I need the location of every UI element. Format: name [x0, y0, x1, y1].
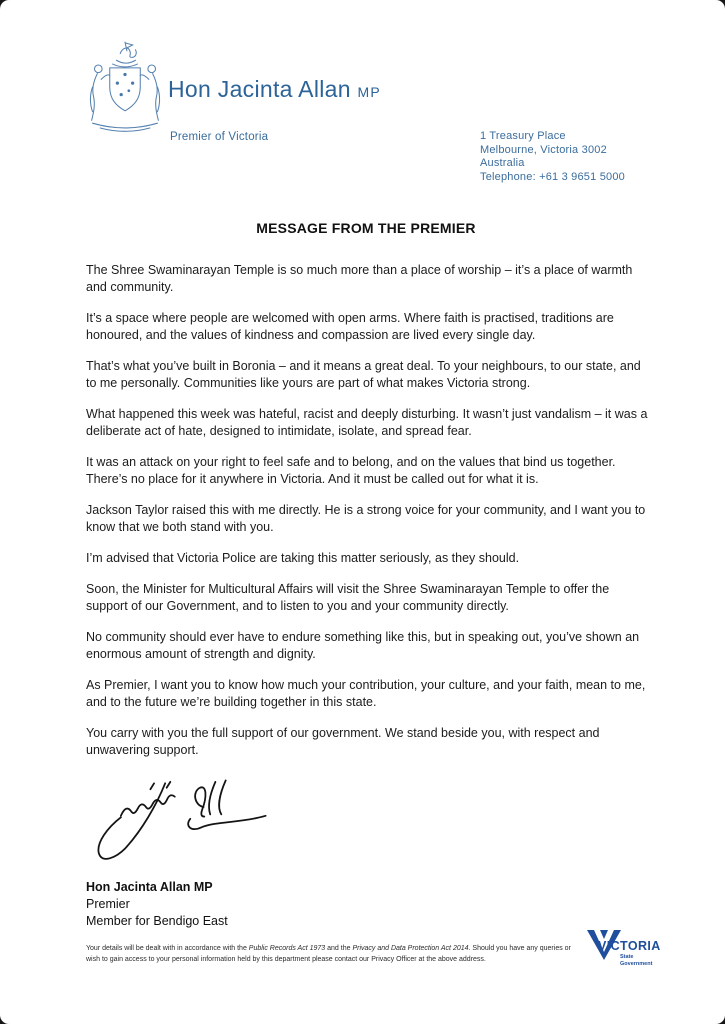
privacy-act-name: Public Records Act 1973	[248, 945, 326, 952]
paragraph: As Premier, I want you to know how much your contribution, your culture, and your faith, mean to me, and to the future we’re building together in this state.	[86, 678, 646, 709]
address-line: Melbourne, Victoria 3002 Australia	[480, 143, 607, 169]
address-block	[480, 130, 646, 184]
page-footer	[86, 934, 677, 984]
letter-title: MESSAGE FROM THE PREMIER	[256, 220, 476, 236]
address-line: 1 Treasury Place	[480, 130, 566, 142]
victoria-logo-subtext	[620, 954, 652, 967]
victoria-logo-subtext-line: State	[620, 954, 634, 960]
signature-image	[86, 773, 646, 869]
paragraph: That’s what you’ve built in Boronia – and it means a great deal. To your neighbours, to our state, and to me personally. Communities like yours are part of what makes Victoria strong.	[86, 359, 641, 390]
paragraph: What happened this week was hateful, racist and deeply disturbing. It wasn’t just vandalism – it was a deliberate act of hate, designed to intimidate, isolate, and spread fear.	[86, 407, 648, 438]
privacy-text: . Should you have any queries or wish to gain access to your personal information held by this department please contact our Privacy Officer at the above address.	[86, 945, 571, 963]
paragraph: You carry with you the full support of our government. We stand beside you, with respect and unwavering support.	[86, 726, 600, 757]
premier-name	[168, 76, 381, 103]
address-line: Telephone: +61 3 9651 5000	[480, 170, 625, 183]
premier-role: Premier of Victoria	[170, 131, 269, 143]
signatory-electorate: Member for Bendigo East	[86, 914, 228, 928]
paragraph: Soon, the Minister for Multicultural Affairs will visit the Shree Swaminarayan Temple to offer the support of our Government, and to listen to you and your community directly.	[86, 582, 610, 613]
privacy-text: and the	[325, 945, 353, 952]
privacy-text: Your details will be dealt with in accordance with the	[86, 945, 249, 952]
paragraph: The Shree Swaminarayan Temple is so much more than a place of worship – it’s a place of warmth and community.	[86, 263, 633, 294]
signatory-title: Premier	[86, 897, 130, 911]
premier-name-text: Hon Jacinta Allan	[168, 76, 351, 102]
privacy-notice	[86, 934, 578, 965]
signoff-block	[86, 879, 646, 930]
victoria-logo-subtext-line: Government	[620, 960, 653, 967]
letter-body	[86, 262, 646, 759]
paragraph: I’m advised that Victoria Police are taking this matter seriously, as they should.	[86, 551, 520, 565]
paragraph: Jackson Taylor raised this with me directly. He is a strong voice for your community, and I want you to know that we both stand with you.	[86, 503, 646, 534]
paragraph: It’s a space where people are welcomed with open arms. Where faith is practised, traditions are honoured, and the values of kindness and compassion are lived every single day.	[86, 311, 614, 342]
paragraph: It was an attack on your right to feel safe and to belong, and on the values that bind us together. There’s no place for it anywhere in Victoria. And it must be called out for what it is.	[86, 455, 616, 486]
victoria-state-government-logo	[585, 928, 677, 984]
victoria-coat-of-arms-icon	[84, 38, 166, 139]
privacy-act-name: Privacy and Data Protection Act 2014	[352, 945, 469, 952]
letterhead	[86, 38, 646, 188]
paragraph: No community should ever have to endure something like this, but in speaking out, you’ve shown an enormous amount of strength and dignity.	[86, 630, 640, 661]
signatory-name: Hon Jacinta Allan MP	[86, 880, 213, 894]
victoria-logo-text: VICTORIA	[598, 939, 661, 953]
premier-name-suffix: MP	[357, 84, 381, 100]
